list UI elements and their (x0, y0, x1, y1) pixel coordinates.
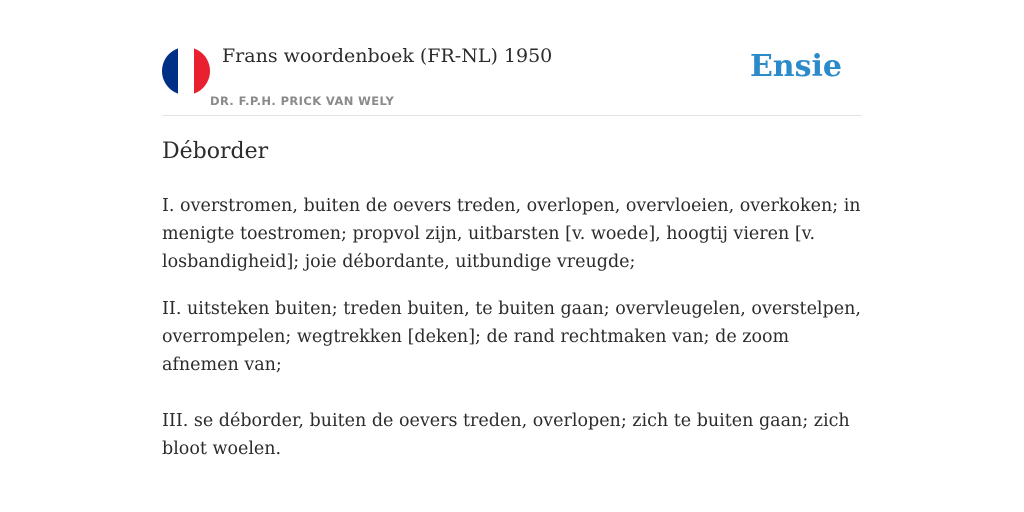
dictionary-card (162, 0, 862, 512)
author-name: DR. F.P.H. PRICK VAN WELY (210, 94, 395, 108)
french-flag-icon (162, 47, 210, 95)
sense-2: II. uitsteken buiten; treden buiten, te buiten gaan; overvleugelen, overstelpen, overrompelen; wegtrekken [deken]; de rand rechtmaken van; de zoom afnemen van; (162, 299, 861, 375)
flag-white-stripe (178, 47, 194, 95)
flag-blue-stripe (162, 47, 178, 95)
ensie-logo-link[interactable]: Ensie (749, 49, 842, 84)
sense-3: III. se déborder, buiten de oevers treden, overlopen; zich te buiten gaan; zich bloot woelen. (162, 411, 850, 459)
dictionary-title[interactable]: Frans woordenboek (FR-NL) 1950 (222, 45, 553, 67)
sense-1: I. overstromen, buiten de oevers treden, overlopen, overvloeien, overkoken; in menigte toestromen; propvol zijn, uitbarsten [v. woede], hoogtij vieren [v. losbandigheid]; joie débordante, uitbundige vreugde; (162, 196, 861, 272)
entry-headword: Déborder (162, 139, 269, 164)
header-divider (162, 115, 862, 116)
flag-red-stripe (194, 47, 210, 95)
